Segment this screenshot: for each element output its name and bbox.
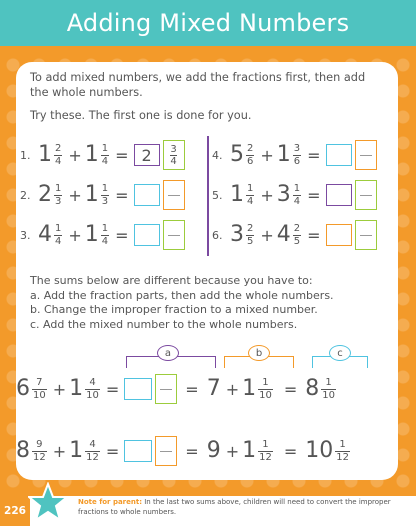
equals-sign: = xyxy=(115,145,129,165)
fraction xyxy=(293,144,301,167)
whole-number: 1 xyxy=(84,222,99,247)
parent-note xyxy=(78,498,408,517)
whole-number: 1 xyxy=(84,142,99,167)
whole-number: 3 xyxy=(230,222,244,247)
plus-sign: + xyxy=(68,185,82,205)
numerator: 1 xyxy=(262,438,269,450)
equals-sign: = xyxy=(307,145,321,165)
fraction xyxy=(246,184,254,207)
numerator: 1 xyxy=(101,182,109,194)
page-number: 226 xyxy=(0,496,30,526)
plus-sign: + xyxy=(260,145,274,165)
denominator: 4 xyxy=(101,155,109,167)
numerator: 1 xyxy=(101,222,109,234)
numerator: 2 xyxy=(247,142,254,154)
header-bar xyxy=(0,0,416,46)
whole-answer-box[interactable] xyxy=(134,224,160,246)
problem-number: 5. xyxy=(212,188,223,202)
result-whole: 8 xyxy=(305,376,320,401)
fraction xyxy=(54,184,62,207)
rule-c: c. Add the mixed number to the whole numbers. xyxy=(30,317,298,331)
denominator: 5 xyxy=(293,235,301,247)
fraction-answer-box[interactable] xyxy=(163,180,185,210)
whole-number: 4 xyxy=(276,222,291,247)
problem-number: 6. xyxy=(212,228,223,242)
whole-number: 6 xyxy=(16,376,30,401)
numerator: 9 xyxy=(36,438,43,450)
denominator: 4 xyxy=(55,155,62,167)
problem-4 xyxy=(212,140,377,170)
problem-3 xyxy=(20,220,185,250)
fraction xyxy=(246,224,254,247)
star-icon xyxy=(28,482,68,522)
numerator: 4 xyxy=(89,438,96,450)
fraction-answer-box[interactable] xyxy=(163,220,185,250)
denominator: 10 xyxy=(322,389,335,401)
fraction xyxy=(293,184,301,207)
fraction-answer-box[interactable] xyxy=(355,180,377,210)
numerator: 1 xyxy=(293,182,301,194)
whole-answer-box[interactable] xyxy=(134,184,160,206)
plus-sign: + xyxy=(260,225,274,245)
fraction xyxy=(32,378,47,401)
rules-list xyxy=(30,274,334,332)
problem-number: 3. xyxy=(20,228,31,242)
problem-6 xyxy=(212,220,377,250)
fraction-bar xyxy=(160,451,172,452)
label-c: c xyxy=(329,345,351,361)
whole-answer-box[interactable] xyxy=(124,378,152,400)
plus-sign: + xyxy=(260,185,274,205)
numerator: 2 xyxy=(247,222,254,234)
whole-number: 5 xyxy=(230,142,244,167)
denominator: 10 xyxy=(259,389,272,401)
fraction xyxy=(258,378,273,401)
fraction-answer-box[interactable] xyxy=(355,220,377,250)
fraction-answer-box[interactable] xyxy=(355,140,377,170)
equals-sign: = xyxy=(115,185,129,205)
whole-number: 1 xyxy=(69,438,84,463)
rule-b: b. Change the improper fraction to a mixed number. xyxy=(30,303,318,316)
whole-number: 8 xyxy=(16,438,30,463)
equals-sign: = xyxy=(115,225,129,245)
whole-number: 1 xyxy=(242,376,257,401)
whole-number: 1 xyxy=(276,142,291,167)
plus-sign: + xyxy=(68,225,82,245)
page-title: Adding Mixed Numbers xyxy=(66,9,350,37)
numerator: 7 xyxy=(36,376,43,388)
whole-answer-box[interactable] xyxy=(326,184,352,206)
denominator: 3 xyxy=(101,195,109,207)
whole-answer-box[interactable] xyxy=(326,224,352,246)
denominator: 12 xyxy=(86,451,99,463)
fraction-answer-box[interactable] xyxy=(163,140,185,170)
whole-answer-box[interactable] xyxy=(124,440,152,462)
denominator: 3 xyxy=(55,195,62,207)
fraction xyxy=(321,378,336,401)
equals-sign: = xyxy=(185,441,199,461)
denominator: 4 xyxy=(293,195,301,207)
numerator: 1 xyxy=(101,142,109,154)
numerator: 1 xyxy=(55,222,62,234)
answer-denominator: 4 xyxy=(170,155,177,167)
intro-text: To add mixed numbers, we add the fractions first, then add the whole numbers. xyxy=(30,71,366,99)
numerator: 3 xyxy=(293,142,301,154)
problem-number: 4. xyxy=(212,148,223,162)
numerator: 1 xyxy=(247,182,254,194)
denominator: 5 xyxy=(247,235,254,247)
fraction-bar xyxy=(168,195,180,196)
denominator: 12 xyxy=(336,451,349,463)
denominator: 12 xyxy=(259,451,272,463)
fraction xyxy=(335,440,350,463)
problem-number: 2. xyxy=(20,188,31,202)
fraction xyxy=(101,144,109,167)
denominator: 6 xyxy=(247,155,254,167)
step-whole: 9 xyxy=(206,438,221,463)
numerator: 1 xyxy=(262,376,269,388)
denominator: 10 xyxy=(86,389,99,401)
numerator: 1 xyxy=(339,438,346,450)
result-whole: 10 xyxy=(305,438,334,463)
numerator: 2 xyxy=(293,222,301,234)
whole-number: 1 xyxy=(69,376,84,401)
numerator: 2 xyxy=(55,142,62,154)
problem-5 xyxy=(212,180,377,210)
denominator: 6 xyxy=(293,155,301,167)
whole-number: 1 xyxy=(38,142,52,167)
denominator: 4 xyxy=(55,235,62,247)
extra-sum-1 xyxy=(16,372,339,406)
denominator: 4 xyxy=(101,235,109,247)
equals-sign: = xyxy=(283,441,298,461)
whole-number: 1 xyxy=(84,182,99,207)
answer-numerator: 3 xyxy=(170,143,177,155)
fraction xyxy=(101,224,109,247)
note-text: In the last two sums above, children will need to convert the improper fractions to whole numbers. xyxy=(78,498,391,516)
plus-sign: + xyxy=(52,379,67,399)
whole-number: 4 xyxy=(38,222,52,247)
fraction xyxy=(85,440,100,463)
equals-sign: = xyxy=(105,441,120,461)
fraction xyxy=(32,440,47,463)
fraction-bar xyxy=(160,389,172,390)
denominator: 12 xyxy=(33,451,46,463)
numerator: 1 xyxy=(325,376,332,388)
fraction-bar xyxy=(360,155,372,156)
label-b: b xyxy=(248,345,270,361)
problem-2 xyxy=(20,180,185,210)
fraction-bar xyxy=(360,195,372,196)
label-a: a xyxy=(157,345,179,361)
plus-sign: + xyxy=(225,441,240,461)
rules-intro: The sums below are different because you have to: xyxy=(30,274,313,287)
whole-number: 2 xyxy=(38,182,52,207)
problem-number: 1. xyxy=(20,148,31,162)
fraction xyxy=(54,224,62,247)
plus-sign: + xyxy=(52,441,67,461)
worksheet-panel xyxy=(16,62,398,480)
equals-sign: = xyxy=(283,379,298,399)
equals-sign: = xyxy=(105,379,120,399)
equals-sign: = xyxy=(307,185,321,205)
fraction-answer-box[interactable] xyxy=(155,436,177,466)
fraction xyxy=(85,378,100,401)
instruction-text: Try these. The first one is done for you. xyxy=(30,109,252,122)
fraction-answer-box[interactable] xyxy=(155,374,177,404)
numerator: 1 xyxy=(55,182,62,194)
fraction-bar xyxy=(360,235,372,236)
denominator: 4 xyxy=(247,195,254,207)
fraction-bar xyxy=(168,235,180,236)
plus-sign: + xyxy=(68,145,82,165)
plus-sign: + xyxy=(225,379,240,399)
step-whole: 7 xyxy=(206,376,221,401)
fraction xyxy=(54,144,62,167)
fraction xyxy=(101,184,109,207)
whole-number: 1 xyxy=(230,182,244,207)
whole-answer-box[interactable] xyxy=(326,144,352,166)
rule-a: a. Add the fraction parts, then add the whole numbers. xyxy=(30,288,334,302)
extra-sum-2 xyxy=(16,434,353,468)
fraction xyxy=(258,440,273,463)
note-label: Note for parent: xyxy=(78,498,143,506)
denominator: 10 xyxy=(33,389,46,401)
problem-1 xyxy=(20,140,185,170)
numerator: 4 xyxy=(89,376,96,388)
whole-answer-box[interactable]: 2 xyxy=(134,144,160,166)
column-divider xyxy=(207,136,209,256)
fraction xyxy=(246,144,254,167)
whole-number: 1 xyxy=(242,438,257,463)
whole-number: 3 xyxy=(276,182,291,207)
fraction xyxy=(293,224,301,247)
equals-sign: = xyxy=(185,379,199,399)
equals-sign: = xyxy=(307,225,321,245)
